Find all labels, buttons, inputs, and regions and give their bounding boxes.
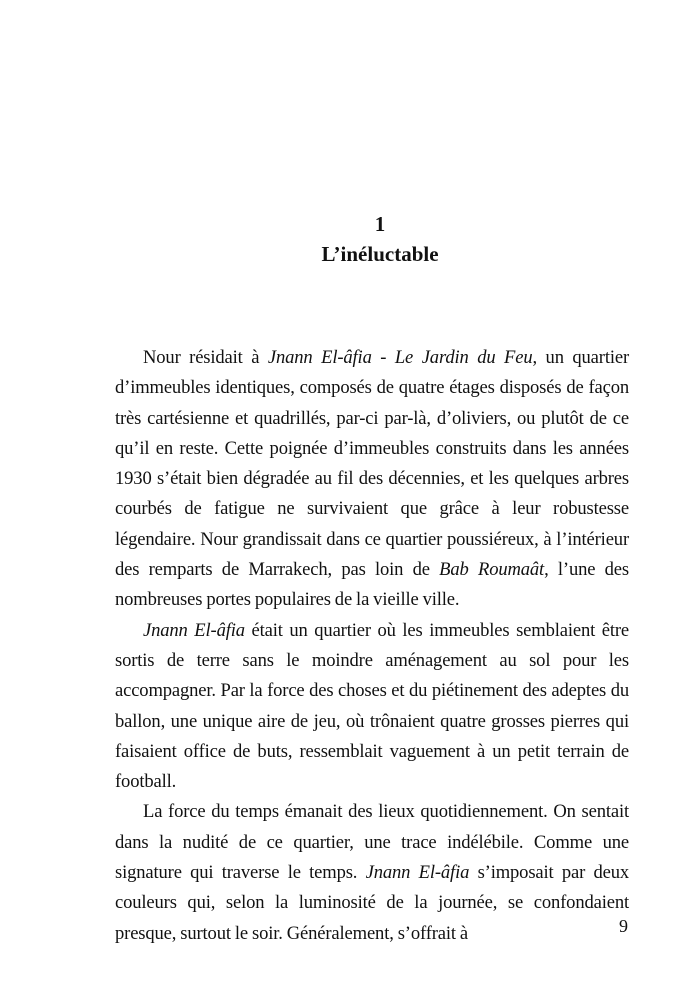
- chapter-title: L’inéluctable: [321, 242, 439, 266]
- italic-place-name: Jnann El-âfia - Le Jardin du Feu: [267, 347, 533, 368]
- text-run: , un quartier d’immeubles identiques, composés de quatre étages disposés de façon très cartésienne et quadrillés, par-ci par-là, d’oliviers, ou plutôt de ce qu’il en reste. Cette poignée d’immeubles construits dans les années 1930 s’était bien dégradée au fil des décennies, et les quelques arbres courbés de fatigue ne survivaient que grâce à leur robustesse légendaire. Nour grandissait dans ce quartier poussiéreux, à l’intérieur des remparts de Marrakech, pas loin de: [115, 347, 629, 581]
- text-run: s’imposait par deux couleurs qui, selon la luminosité de la journée, se confondaient presque, surtout le soir. Généralement, s’offrait à: [115, 862, 630, 944]
- italic-place-name: Jnann El-âfia: [143, 619, 245, 641]
- paragraph: [115, 343, 629, 616]
- text-run: Nour résidait à: [143, 347, 268, 368]
- text-run: était un quartier où les immeubles semblaient être sortis de terre sans le moindre aménagement au sol pour les accompagner. Par la force des choses et du piétinement des adeptes du ballon, une unique aire de jeu, où trônaient quatre grosses pierres qui faisaient office de buts, ressemblait vaguement à un petit terrain de football.: [115, 619, 629, 793]
- chapter-number: 1: [374, 212, 386, 236]
- paragraph: [115, 616, 629, 798]
- paragraph: [115, 797, 629, 948]
- page-number: 9: [619, 916, 628, 936]
- text-run: La force du temps émanait des lieux quotidiennement. On sentait dans la nudité de ce quartier, une trace indélébile. Comme une signature qui traverse le temps.: [115, 801, 629, 884]
- text-run: , l’une des nombreuses portes populaires de la vieille ville.: [115, 559, 629, 611]
- chapter-body: [115, 343, 629, 949]
- italic-place-name: Bab Roumaât: [439, 559, 545, 581]
- italic-place-name: Jnann El-âfia: [365, 862, 470, 884]
